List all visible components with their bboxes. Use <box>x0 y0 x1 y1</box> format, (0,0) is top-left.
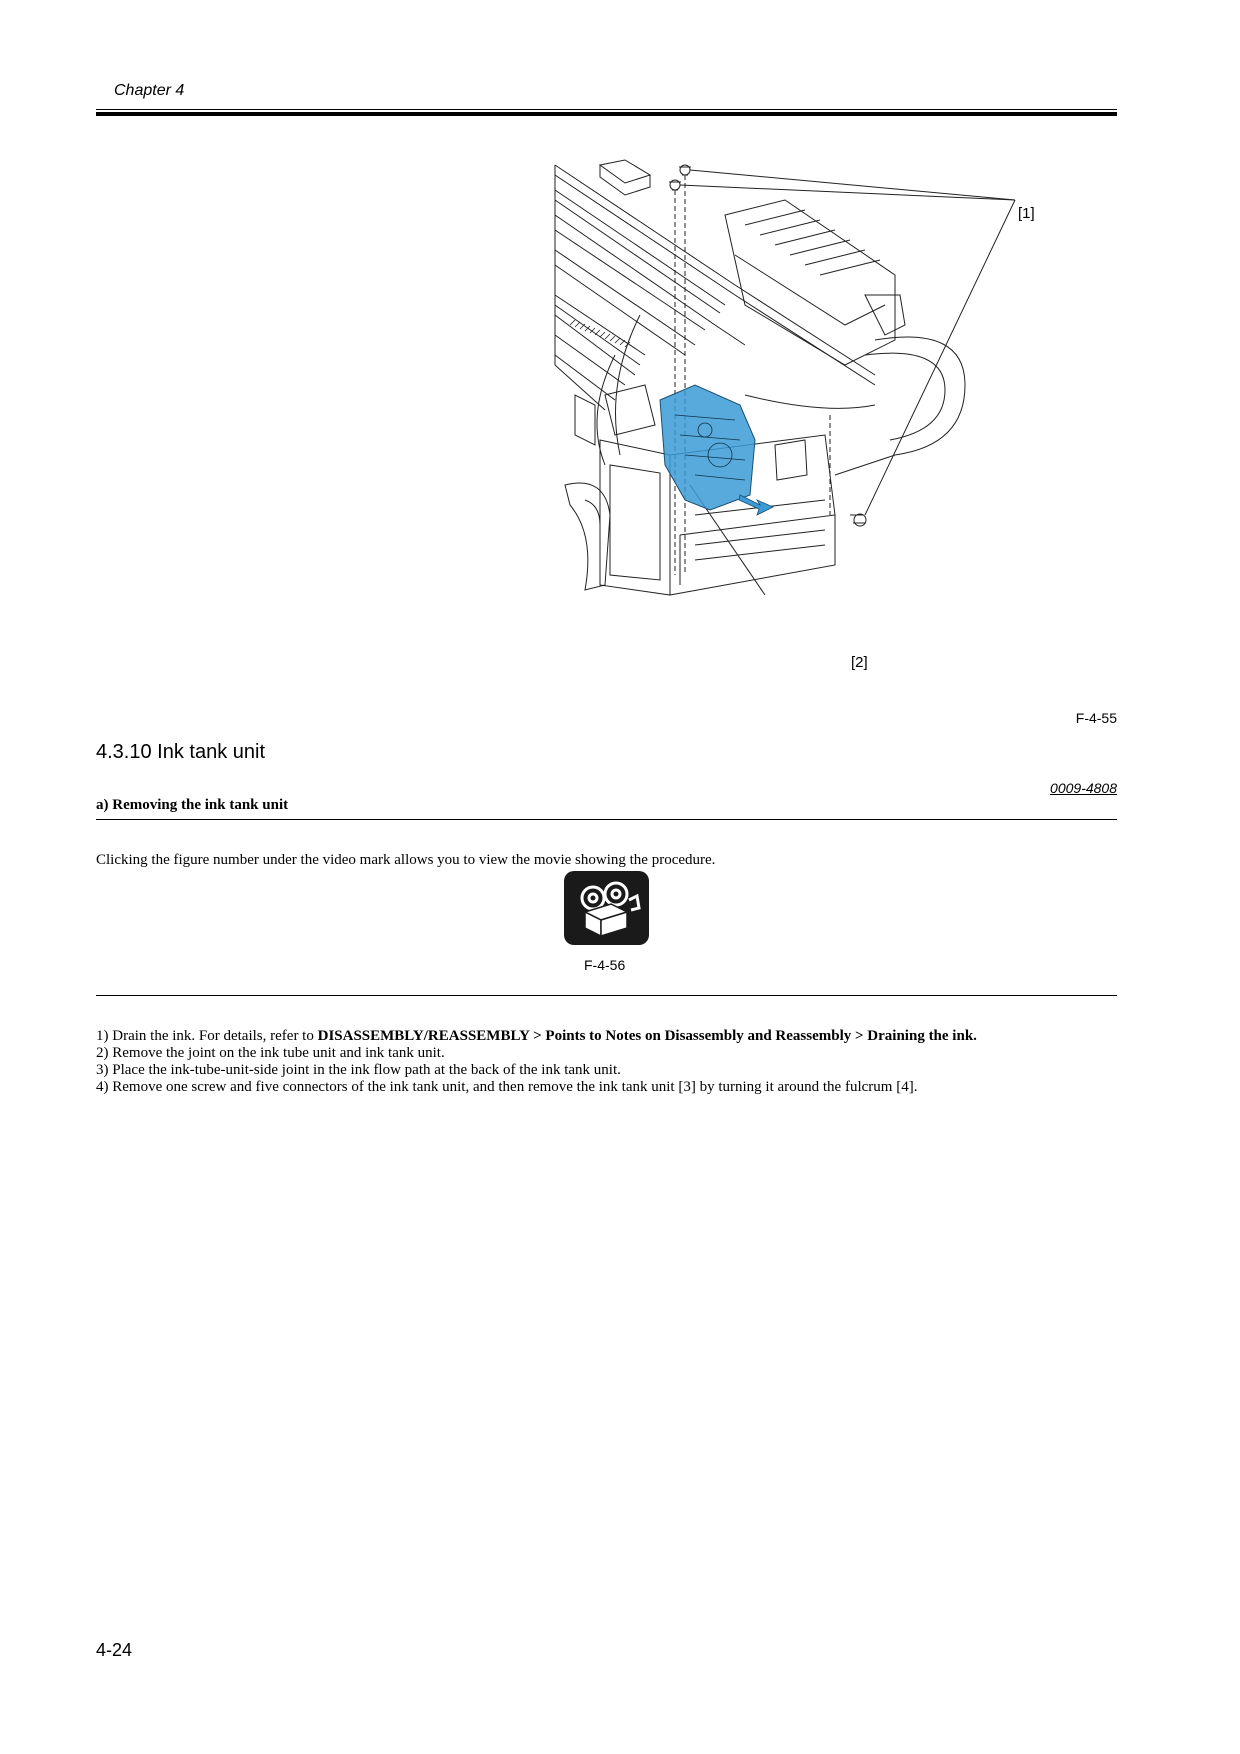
video-camera-icon[interactable] <box>563 870 650 946</box>
callout-label: [2] <box>851 654 868 671</box>
procedure-steps <box>96 1028 1126 1096</box>
step-text: 3) Place the ink-tube-unit-side joint in the ink flow path at the back of the ink tank unit. <box>96 1062 621 1078</box>
procedure-step <box>96 1062 1126 1079</box>
subsection-divider <box>96 819 1117 820</box>
callout-label: [1] <box>1018 205 1035 222</box>
header-divider-thick <box>96 112 1117 116</box>
chapter-label: Chapter 4 <box>114 82 185 99</box>
subsection-title: a) Removing the ink tank unit <box>96 797 289 813</box>
procedure-step <box>96 1079 1126 1096</box>
video-instruction: Clicking the figure number under the video mark allows you to view the movie showing the procedure. <box>96 852 716 868</box>
procedure-divider <box>96 995 1117 996</box>
figure-caption[interactable]: F-4-55 <box>1075 710 1117 726</box>
step-text: 4) Remove one screw and five connectors of the ink tank unit, and then remove the ink tank unit [3] by turning it around the fulcrum [4]. <box>96 1079 918 1095</box>
figure-caption[interactable]: F-4-56 <box>584 957 626 973</box>
step-reference-link[interactable]: DISASSEMBLY/REASSEMBLY > Points to Notes on Disassembly and Reassembly > Draining the ink. <box>317 1028 977 1044</box>
procedure-step <box>96 1028 1126 1045</box>
printer-ink-tank-figure <box>545 155 1045 685</box>
step-text: 2) Remove the joint on the ink tube unit and ink tank unit. <box>96 1045 445 1061</box>
procedure-step <box>96 1045 1126 1062</box>
section-title: 4.3.10 Ink tank unit <box>96 741 266 763</box>
header-divider <box>96 109 1117 110</box>
document-code-link[interactable]: 0009-4808 <box>1050 780 1117 796</box>
page-number: 4-24 <box>96 1640 133 1660</box>
step-text: 1) Drain the ink. For details, refer to <box>96 1028 318 1044</box>
